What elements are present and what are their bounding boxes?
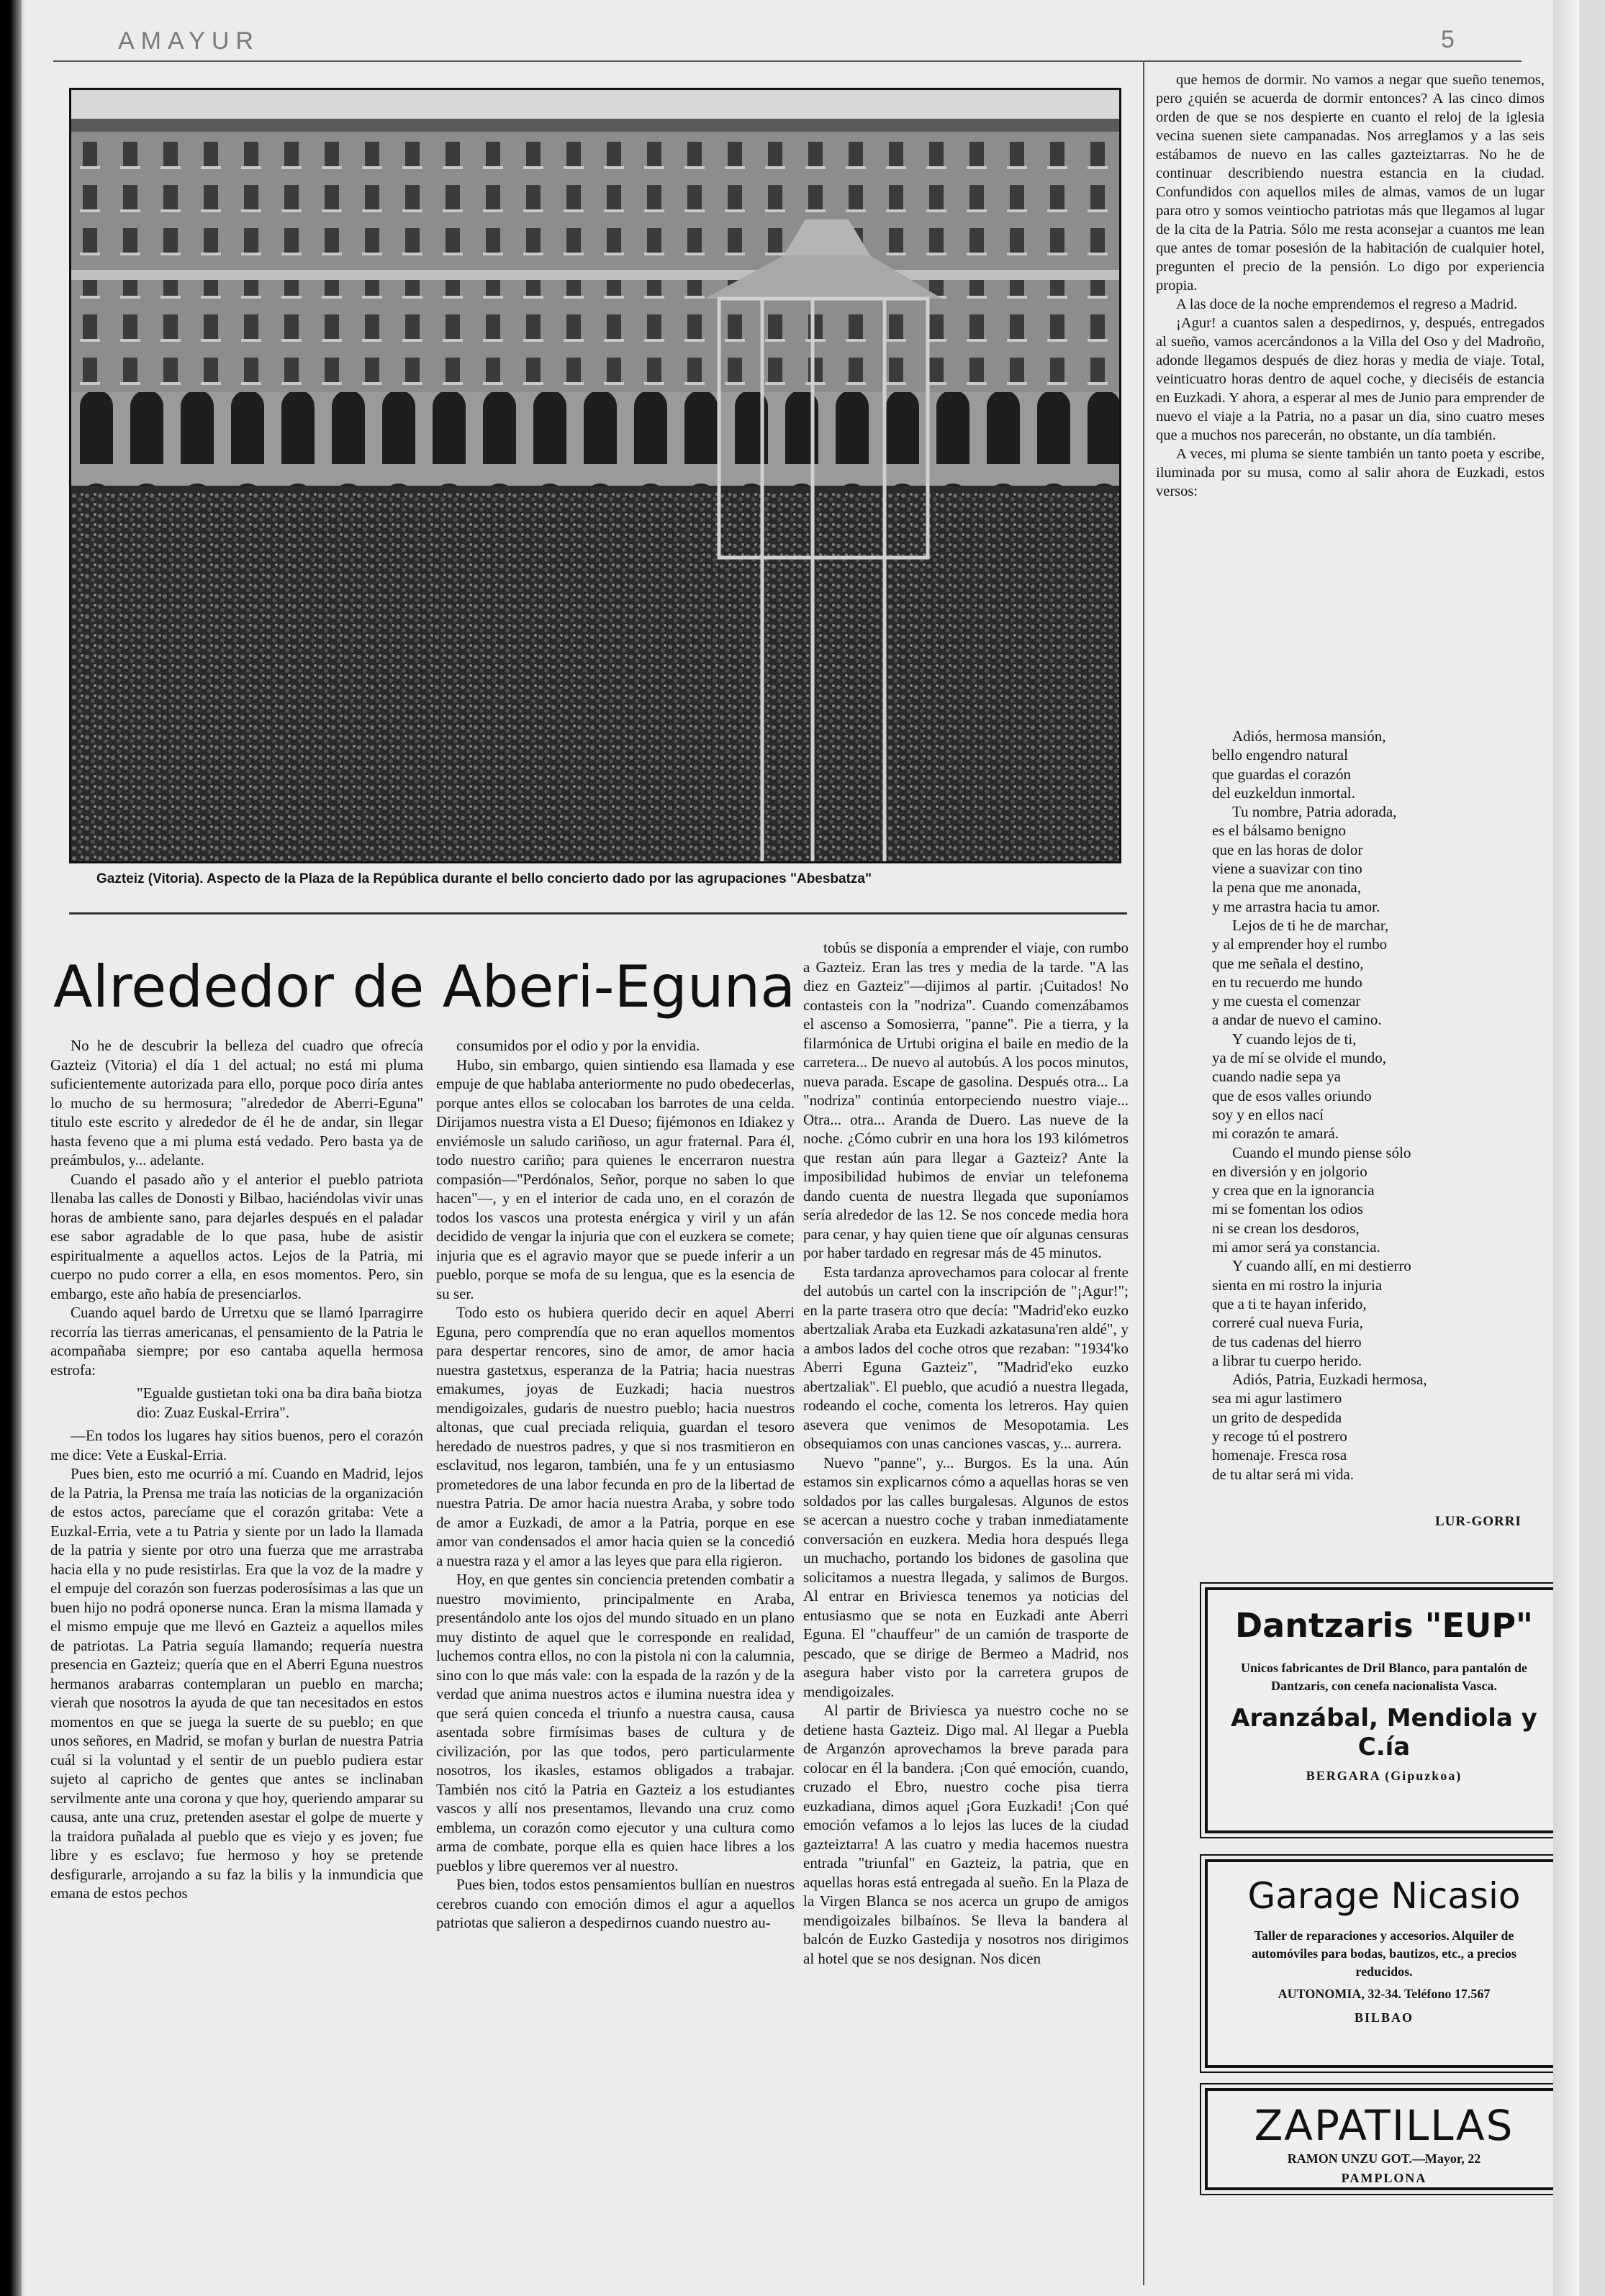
photo-drawing xyxy=(71,90,1119,861)
verse-line: mi corazón te amará. xyxy=(1212,1125,1339,1143)
verse-line: y me cuesta el comenzar xyxy=(1212,992,1361,1010)
article-column-3 xyxy=(803,938,1129,2284)
newspaper-title: AMAYUR xyxy=(118,27,260,55)
ad-garage-address: AUTONOMIA, 32-34. Teléfono 17.567 xyxy=(1278,1987,1491,2001)
verse-line: que en las horas de dolor xyxy=(1212,840,1363,858)
verse-line: mi amor será ya constancia. xyxy=(1212,1238,1380,1256)
verse-line: soy y en ellos nací xyxy=(1212,1105,1324,1123)
plaza-crowd-photo xyxy=(69,88,1121,863)
verse-line: la pena que me anonada, xyxy=(1212,879,1361,897)
verse-line: de tu altar será mi vida. xyxy=(1212,1465,1355,1483)
ad-zapatillas-title: ZAPATILLAS xyxy=(1254,2101,1514,2150)
verse-line: Y cuando allí, en mi destierro xyxy=(1232,1257,1411,1275)
verse-line: a andar de nuevo el camino. xyxy=(1212,1011,1382,1029)
poem-quote: "Egualde gustietan toki ona ba dira baña biotza dio: Zuaz Euskal-Errira". xyxy=(137,1384,422,1421)
paragraph: Cuando el pasado año y el anterior el pueblo patriota llenaba las calles de Donosti y Bilbao, haciéndolas vivir unas horas de ambiente sano, para dejarles después en el paladar ese sabor agradable de lo que pasa, hube de asistir espiritualmente a aquellos actos. Lejos de la Patria, mi cuerpo no pudo correr a ella, en esos momentos. Pero, sin embargo, este año había de presenciarlos. xyxy=(50,1170,423,1302)
verse-line: y al emprender hoy el rumbo xyxy=(1212,935,1388,953)
verse-line: mi se fomentan los odios xyxy=(1212,1200,1363,1218)
newspaper-page xyxy=(24,0,1579,2296)
verse-line: Cuando el mundo piense sólo xyxy=(1232,1143,1411,1161)
article-column-4 xyxy=(1156,71,1545,732)
photo-caption: Gazteiz (Vitoria). Aspecto de la Plaza de la República durante el bello concierto dado por las agrupaciones "Abesbatza" xyxy=(96,871,872,886)
ad-garage-text: Taller de reparaciones y accesorios. Alquiler de automóviles para bodas, bautizos, etc., a precios reducidos. xyxy=(1252,1928,1516,1979)
paragraph: Nuevo "panne", y... Burgos. Es la una. Aún estamos sin explicarnos cómo a aquellas horas se ven soldados por las calles burgalesas. Algunos de estos se acercan a nuestro coche y traban inmediatamente conversación en euzkera. Media hora después llega un muchacho, portando los bidones de gasolina que solicitamos a nuestra llegada, y salimos de Burgos. Al entrar en Briviesca tenemos ya noticias del entusiasmo que se nota en Euzkadi ante Aberri Eguna. El "chauffeur" de un camión de trasporte de pescado, que se dirige de Bermeo a Madrid, nos asegura haber visto por la carretera grupos de mendigoizales. xyxy=(803,1453,1129,1700)
paragraph: A las doce de la noche emprendemos el regreso a Madrid. xyxy=(1176,296,1518,312)
verse-line: Adiós, Patria, Euzkadi hermosa, xyxy=(1232,1371,1427,1389)
verse-line: es el bálsamo benigno xyxy=(1212,822,1347,840)
verse-line: un grito de despedida xyxy=(1212,1408,1342,1426)
verse-line: ya de mí se olvide el mundo, xyxy=(1212,1049,1387,1067)
verse-line: que a ti te hayan inferido, xyxy=(1212,1294,1367,1312)
paragraph: A veces, mi pluma se siente también un tanto poeta y escribe, iluminada por su musa, como al salir ahora de Euzkadi, estos versos: xyxy=(1156,446,1545,499)
verse-line: cuando nadie sepa ya xyxy=(1212,1068,1342,1086)
verse-line: bello engendro natural xyxy=(1212,746,1348,764)
paragraph: ¡Agur! a cuantos salen a despedirnos, y, después, entregados al sueño, vamos acercándonos a la Villa del Oso y del Madroño, adonde llegamos después de diez horas y media de viaje. Total, veinticuatro horas dentro de aquel coche, y dieciséis de estancia en Euzkadi. Y ahora, a esperar al mes de Junio para emprender de nuevo el viaje a la Patria, no a pasar un día, sino cuatro meses que a muchos nos parecerán, no obstante, un día también. xyxy=(1156,315,1545,443)
verse-line: en tu recuerdo me hundo xyxy=(1212,973,1362,991)
page-edge xyxy=(1553,0,1579,2296)
ad-zapatillas xyxy=(1205,2088,1563,2190)
ad-garage-title: Garage Nicasio xyxy=(1247,1875,1521,1917)
paragraph: que hemos de dormir. No vamos a negar que sueño tenemos, pero ¿quién se acuerda de dormir entonces? A las cinco dimos orden de que se nos despierte en cuanto el reloj de la iglesia vecina suenen siete campanadas. Nos arreglamos y a las seis estábamos de nuevo en las calles gazteiztarras. No he de continuar describiendo nuestra estancia en la ciudad. Confundidos con aquellos miles de almas, vamos de un lugar para otro y somos veintiocho patriotas más que llegamos al lugar de la cita de la Patria. Sólo me resta aconsejar a cuantos me lean que antes de tomar posesión de la habitación de cualquier hotel, pregunten el precio de la pensión. Lo digo por experiencia propia. xyxy=(1156,72,1545,294)
verse-line: Lejos de ti he de marchar, xyxy=(1232,916,1389,934)
paragraph: —En todos los lugares hay sitios buenos, pero el corazón me dice: Vete a Euskal-Erria. xyxy=(50,1427,423,1464)
verse-line: en diversión y en jolgorio xyxy=(1212,1162,1367,1180)
verse-line: del euzkeldun inmortal. xyxy=(1212,784,1355,802)
paragraph: consumidos por el odio y por la envidia. xyxy=(456,1037,700,1054)
author-signature: LUR-GORRI xyxy=(1435,1514,1522,1529)
paragraph: Al partir de Briviesca ya nuestro coche no se detiene hasta Gazteiz. Digo mal. Al llegar a Puebla de Arganzón aprovechamos la breve parada para colocar en él la bandera. ¡Con qué emoción, cuando, cruzado el Ebro, nuestro coche pisa tierra euzkadiana, dimos aquel ¡Gora Euzkadi! ¡Con qué emoción vefamos a lo lejos las luces de la ciudad gazteiztarra! A las cuatro y media hacemos nuestra entrada "triunfal" en Gazteiz, la patria, que en aquellas horas está entregada al sueño. En la Plaza de la Virgen Blanca se nos acerca un grupo de amigos mendigoizales bilbaínos. Se lleva la bandera al balcón de Euzko Gastedija y nosotros nos dirigimos al hotel que se nos designan. Nos dicen xyxy=(803,1702,1129,1967)
ad-garage-nicasio xyxy=(1205,1859,1563,2068)
article-column-2 xyxy=(436,1036,795,2284)
verse-line: sea mi agur lastimero xyxy=(1212,1389,1342,1407)
verse-line: sienta en mi rostro la injuria xyxy=(1212,1276,1383,1294)
ad-dantzaris-company: Aranzábal, Mendiola y C.ía xyxy=(1231,1704,1537,1761)
ad-zapatillas-text: RAMON UNZU GOT.—Mayor, 22 xyxy=(1287,2151,1481,2166)
paragraph: No he de descubrir la belleza del cuadro que ofrecía Gazteiz (Vitoria) el día 1 del actual; no está mi pluma suficientemente autorizada para ello, porque poco diría antes lo mucho de su hermosura; "alrededor de Aberri-Eguna" titulo este escrito y alrededor de él he de andar, sin llegar hasta feveno que a mi pluma está vedado. Pero basta ya de preámbulos, y... adelante. xyxy=(50,1037,423,1169)
verse-line: Y cuando lejos de ti, xyxy=(1232,1030,1357,1048)
verse-line: Tu nombre, Patria adorada, xyxy=(1232,803,1397,821)
verse-line: ni se crean los desdoros, xyxy=(1212,1219,1360,1237)
ad-dantzaris-text: Unicos fabricantes de Dril Blanco, para pantalón de Dantzaris, con cenefa nacionalista Vasca. xyxy=(1240,1661,1527,1693)
article-column-1 xyxy=(50,1036,423,2284)
ad-zapatillas-location: PAMPLONA xyxy=(1341,2171,1427,2185)
column-rule xyxy=(1143,62,1144,2285)
binding-shadow xyxy=(0,0,22,2296)
ad-garage-location: BILBAO xyxy=(1354,2010,1414,2025)
verse-line: que me señala el destino, xyxy=(1212,954,1364,972)
page-number: 5 xyxy=(1441,26,1455,53)
verse-line: Adiós, hermosa mansión, xyxy=(1232,727,1386,745)
paragraph: Hubo, sin embargo, quien sintiendo esa llamada y ese empuje de que hablaba anteriormente no pudo obedecerlas, porque antes ellos se colocaban los barrotes de una celda. Dirijamos nuestra vista a El Dueso; fijémonos en Idiakez y enviémosle un saludo cariñoso, un agur fraternal. Para él, todo nuestro cariño; para quienes le encerraron nuestra compasión—"Perdónalos, Señor, porque no saben lo que hacen"—, y en el interior de cada uno, en el corazón de todos los vascos una protesta enérgica y viril y un afán decidido de vengar la injuria que con el euzkera se comete; injuria que es el agravio mayor que se puede inferir a un pueblo, porque se mofa de su lengua, que es la esencia de su ser. xyxy=(436,1056,795,1302)
verse-line: que guardas el corazón xyxy=(1212,765,1351,783)
article-headline: Alrededor de Aberi-Eguna xyxy=(53,953,796,1020)
verse-line: y crea que en la ignorancia xyxy=(1212,1181,1375,1199)
ad-dantzaris-title: Dantzaris "EUP" xyxy=(1234,1606,1534,1645)
verse-line: y me arrastra hacia tu amor. xyxy=(1212,897,1380,915)
verse-line: correré cual nueva Furia, xyxy=(1212,1314,1363,1332)
paragraph: Esta tardanza aprovechamos para colocar al frente del autobús un cartel con la inscripción de "¡Agur!"; en la parte trasera otro que decía: "Madrid'eko euzko abertzaliak Araba eta Euzkadi azkatasuna'ren aldé", y a ambos lados del coche otros que rezaban: "1934'ko Aberri Eguna Gazteiz", "Madrid'eko euzko abertzaliak". El pueblo, que acudió a nuestra llegada, rodeando el coche, comenta los letreros. Hay quien asevera que venimos de Mesopotamia. Les obsequiamos con unas canciones vascas, y... aurrera. xyxy=(803,1263,1129,1452)
paragraph: Pues bien, esto me ocurrió a mí. Cuando en Madrid, lejos de la Patria, la Prensa me traía las noticias de la organización de estos actos, parecíame que el corazón gritaba: Vete a Euzkal-Erria, vete a tu Patria y siente por un lado la llamada de la patria y siente por otro una fuerza que me arrastraba hacia ella y no pude resistirlas. Era que la voz de la madre y el empuje del corazón son fuerzas poderosísimas a las que un buen hijo no podrá oponerse nunca. Eran la misma llamada y el mismo empuje que me llevó en Gazteiz a aquellos miles de patriotas. La Patria seguía llamando; requería nuestra presencia en Gazteiz; quería que en el Aberri Eguna nuestros hermanos arabarras contemplaran un pueblo en marcha; vierah que nosotros la ayuda de que tan necesitados en estos momentos en que se juega la suerte de su pueblo; en que unos señores, en Madrid, se mofan y burlan de nuestra Patria cuál si la voluntad y el sentir de un pueblo pudiera estar sujeto al capricho de gentes que antes se inclinaban servilmente ante una corona y que hoy, queriendo amparar su causa, ante una cruz, pretenden asestar el golpe de muerte y la traidora puñalada al pueblo que es viejo y es joven; fue libre y es esclavo; fue hermoso y hoy se pretende desfigurarle, arrojando a su faz la bilis y la inmundicia que emana de estos pechos xyxy=(50,1465,423,1902)
verse-line: a librar tu cuerpo herido. xyxy=(1212,1351,1362,1369)
paragraph: Todo esto os hubiera querido decir en aquel Aberri Eguna, pero comprendía que no eran aquellos momentos para despertar rencores, sino de amor, de amor hacia nuestra gastetxus, esperanza de la Patria; hacia nuestras emakumes, joyas de Euzkadi; hacia nuestros mendigoizales, gudaris de nuestro pueblo; hacia nuestros altonas, que cual preciada reliquia, guardan el tesoro heredado de nuestros padres, y que si nos trasmitieron en esclavitud, nos legaron, también, una fe y un entusiasmo prometedores de una labor fecunda en pro de la libertad de nuestra Patria. De amor hacia nuestra Araba, y sobre todo de amor a Euzkadi, de amor a la Patria, porque en ese amor van condensados el amor hacia quien se la concedió a nuestra raza y el amor a las leyes que para ella rigieron. xyxy=(436,1304,795,1569)
poem-verses xyxy=(1212,727,1529,1504)
ad-dantzaris xyxy=(1205,1587,1563,1833)
header-rule xyxy=(53,60,1522,62)
paragraph: tobús se disponía a emprender el viaje, con rumbo a Gazteiz. Eran las tres y media de la tarde. "A las diez en Gazteiz"—dijimos al partir. ¡Cuitados! No contasteis con la "nodriza". Cuando comenzábamos el ascenso a Somosierra, "panne". Pie a tierra, y la filarmónica de Urtubi origina el baile en medio de la carretera... De nuevo al autobús. A los pocos minutos, nueva parada. Escape de gasolina. Después otra... La "nodriza" continúa entorpeciendo nuestro viaje... Otra... otra... Aranda de Duero. Las nueve de la noche. ¿Cómo cubrir en una hora los 193 kilómetros que restan aún para llegar a Gazteiz? Ante la imposibilidad hubimos de enviar un telefonema dando cuenta de nuestra llegada que suponíamos sería alrededor de las 12. Se nos concede media hora para cenar, y hay quien tiene que oír algunas censuras por haber tardado en regresar más de 45 minutos. xyxy=(803,939,1129,1261)
verse-line: de tus cadenas del hierro xyxy=(1212,1333,1362,1351)
paragraph: Hoy, en que gentes sin conciencia pretenden combatir a nuestro movimiento, principalmente en Araba, presentándolo ante los ojos del mundo situado en un plano muy distinto de aquel que le corresponde en realidad, luchemos contra ellos, no con la pistola ni con la calumnia, sino con lo que más vale: con la espada de la razón y de la verdad que anima nuestros actos e ilumina nuestra idea y que será quien conceda el triunfo a nuestra causa, causa asentada sobre firmísimas bases de cultura y de civilización, por las que todos, pero particularmente nosotros, los ikasles, estamos obligados a trabajar. También nos citó la Patria en Gazteiz a los estudiantes vascos y allí nos presentamos, llevando una cruz como emblema, un corazón como ejecutor y una cultura como arma de combate, porque ella es quien hace libres a los pueblos y libre queremos ver al nuestro. xyxy=(436,1571,795,1874)
verse-line: que de esos valles oriundo xyxy=(1212,1086,1372,1104)
paragraph: Cuando aquel bardo de Urretxu que se llamó Iparragirre recorría las tierras americanas, el pensamiento de la Patria le acompañaba siempre; por eso cantaba aquella hermosa estrofa: xyxy=(50,1304,423,1379)
ad-dantzaris-location: BERGARA (Gipuzkoa) xyxy=(1306,1769,1462,1783)
verse-line: homenaje. Fresca rosa xyxy=(1212,1446,1347,1464)
verse-line: y recoge tú el postrero xyxy=(1212,1427,1347,1445)
paragraph: Pues bien, todos estos pensamientos bullían en nuestros cerebros cuando con emoción dimos el agur a aquellos patriotas que salieron a despedirnos cuando nuestro au- xyxy=(436,1876,795,1931)
caption-rule xyxy=(69,912,1127,915)
verse-line: viene a suavizar con tino xyxy=(1212,860,1362,878)
